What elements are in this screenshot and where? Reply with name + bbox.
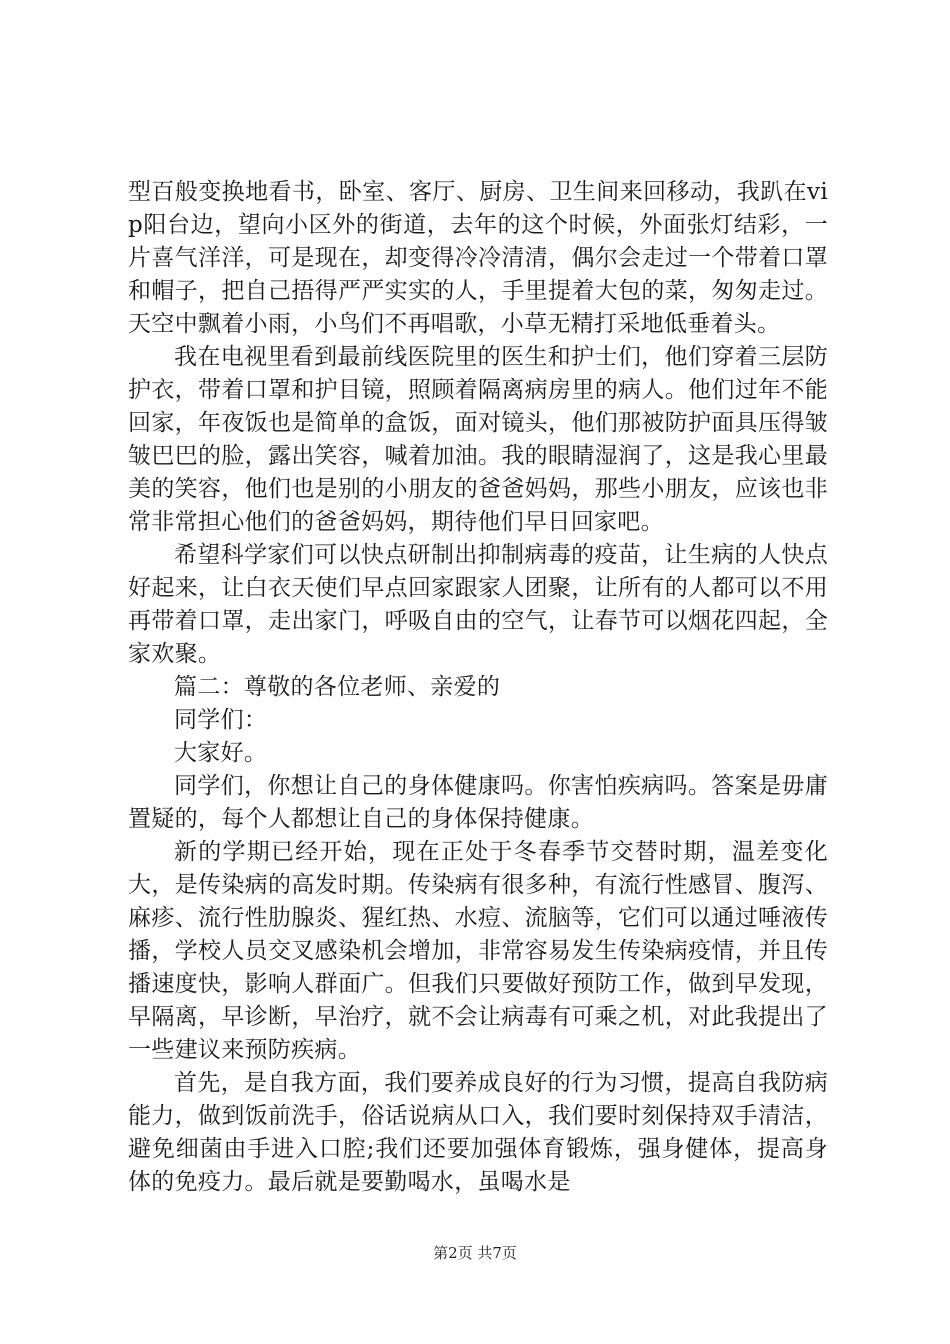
- page-number: 第2页 共7页: [433, 1244, 517, 1262]
- paragraph-9: 首先，是自我方面，我们要养成良好的行为习惯，提高自我防病能力，做到饭前洗手，俗话说病从口入，我们要时刻保持双手清洁，避免细菌由手进入口腔;我们还要加强体育锻炼，强身健体，提高身体的免疫力。最后就是要勤喝水，虽喝水是: [128, 1070, 828, 1195]
- paragraph-2: 我在电视里看到最前线医院里的医生和护士们，他们穿着三层防护衣，带着口罩和护目镜，照顾着隔离病房里的病人。他们过年不能回家，年夜饭也是简单的盒饭，面对镜头，他们那被防护面具压得皱皱巴巴的脸，露出笑容，喊着加油。我的眼睛湿润了，这是我心里最美的笑容，他们也是别的小朋友的爸爸妈妈，那些小朋友，应该也非常非常担心他们的爸爸妈妈，期待他们早日回家吧。: [128, 344, 828, 535]
- greeting: 大家好。: [174, 740, 268, 766]
- document-body: [128, 176, 828, 1199]
- salutation: 同学们：: [174, 707, 268, 733]
- paragraph-3: 希望科学家们可以快点研制出抑制病毒的疫苗，让生病的人快点好起来，让白衣天使们早点回家跟家人团聚，让所有的人都可以不用再带着口罩，走出家门，呼吸自由的空气，让春节可以烟花四起，全家欢聚。: [128, 542, 828, 667]
- paragraph-8: 新的学期已经开始，现在正处于冬春季节交替时期，温差变化大，是传染病的高发时期。传染病有很多种，有流行性感冒、腹泻、麻疹、流行性肋腺炎、猩红热、水痘、流脑等，它们可以通过唾液传播，学校人员交叉感染机会增加，非常容易发生传染病疫情，并且传播速度快，影响人群面广。但我们只要做好预防工作，做到早发现，早隔离，早诊断，早治疗，就不会让病毒有可乘之机，对此我提出了一些建议来预防疾病。: [128, 839, 828, 1063]
- paragraph-7: 同学们，你想让自己的身体健康吗。你害怕疾病吗。答案是毋庸置疑的，每个人都想让自己的身体保持健康。: [128, 773, 828, 832]
- page-footer: [0, 1243, 950, 1263]
- paragraph-1: 型百般变换地看书，卧室、客厅、厨房、卫生间来回移动，我趴在vip阳台边，望向小区外的街道，去年的这个时候，外面张灯结彩，一片喜气洋洋，可是现在，却变得冷冷清清，偶尔会走过一个带着口罩和帽子，把自己捂得严严实实的人，手里提着大包的菜，匆匆走过。天空中飘着小雨，小鸟们不再唱歌，小草无精打采地低垂着头。: [128, 179, 828, 337]
- section-heading: 篇二：尊敬的各位老师、亲爱的: [174, 674, 501, 700]
